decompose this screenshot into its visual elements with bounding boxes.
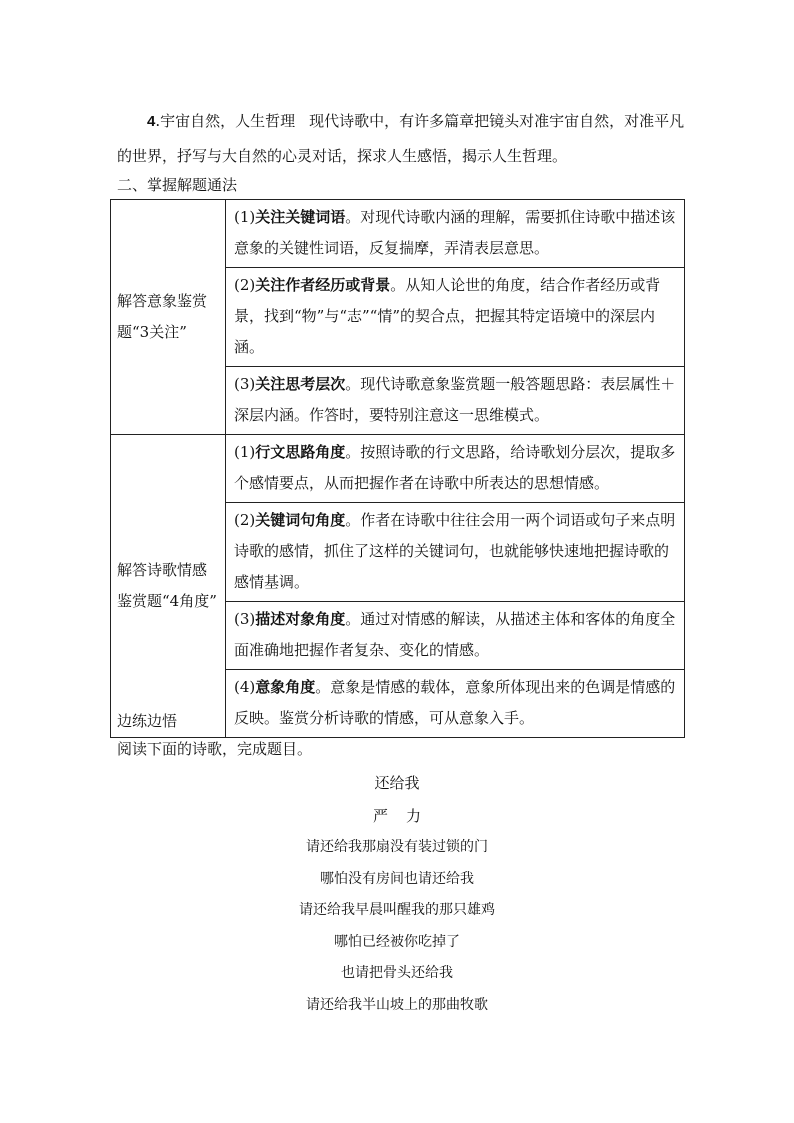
section-heading: .宇宙自然，人生哲理 [155, 112, 296, 130]
section-4-paragraph [117, 104, 687, 173]
method-item: (2)关注作者经历或背景。从知人论世的角度，结合作者经历或背景，找到“物”与“志”“情”的契合点，把握其特定语境中的深层内涵。 [226, 268, 685, 367]
poem-line: 请还给我那扇没有装过锁的门 [306, 839, 488, 855]
table-row [111, 200, 685, 268]
section-2-heading: 二、掌握解题通法 [117, 176, 238, 194]
category-emotion: 解答诗歌情感鉴赏题“4角度” [111, 435, 226, 738]
method-item: (4)意象角度。意象是情感的载体，意象所体现出来的色调是情感的反映。鉴赏分析诗歌的情感，可从意象入手。 [226, 670, 685, 738]
method-keyword: 关键词句角度 [255, 511, 346, 529]
method-keyword: 行文思路角度 [255, 443, 346, 461]
section-number: 4 [147, 113, 156, 130]
method-item: (2)关键词句角度。作者在诗歌中往往会用一两个词语或句子来点明诗歌的感情，抓住了这样的关键词句，也就能够快速地把握诗歌的感情基调。 [226, 503, 685, 602]
method-keyword: 关注作者经历或背景 [255, 276, 391, 294]
method-item: (1)行文思路角度。按照诗歌的行文思路，给诗歌划分层次，提取多个感情要点，从而把握作者在诗歌中所表达的思想情感。 [226, 435, 685, 503]
method-keyword: 关注关键词语 [255, 208, 346, 226]
practice-heading: 边练边悟 [117, 712, 178, 730]
methods-table [110, 199, 685, 738]
method-keyword: 关注思考层次 [255, 375, 346, 393]
poem-author: 严力 [372, 807, 439, 825]
method-item: (3)描述对象角度。通过对情感的解读，从描述主体和客体的角度全面准确地把握作者复杂、变化的情感。 [226, 602, 685, 670]
poem-line: 哪怕已经被你吃掉了 [334, 933, 460, 950]
method-item: (1)关注关键词语。对现代诗歌内涵的理解，需要抓住诗歌中描述该意象的关键性词语，反复揣摩，弄清表层意思。 [226, 200, 685, 268]
section-body: 现代诗歌中，有许多篇章把镜头对准宇宙自然，对准平凡的世界，抒写与大自然的心灵对话，探求人生感悟，揭示人生哲理。 [117, 112, 685, 165]
instruction-text: 阅读下面的诗歌，完成题目。 [117, 740, 313, 758]
poem-line: 哪怕没有房间也请还给我 [320, 870, 474, 887]
poem-line: 请还给我早晨叫醒我的那只雄鸡 [299, 902, 495, 918]
method-keyword: 描述对象角度 [255, 610, 346, 628]
poem-title: 还给我 [374, 774, 420, 792]
table-row [111, 435, 685, 503]
method-item: (3)关注思考层次。现代诗歌意象鉴赏题一般答题思路：表层属性＋深层内涵。作答时，要特别注意这一思维模式。 [226, 367, 685, 435]
method-keyword: 意象角度 [255, 678, 316, 696]
poem-line: 请还给我半山坡上的那曲牧歌 [306, 996, 488, 1013]
poem-body [0, 832, 794, 1021]
poem-line: 也请把骨头还给我 [341, 965, 453, 981]
category-imagery: 解答意象鉴赏题“3关注” [111, 200, 226, 435]
